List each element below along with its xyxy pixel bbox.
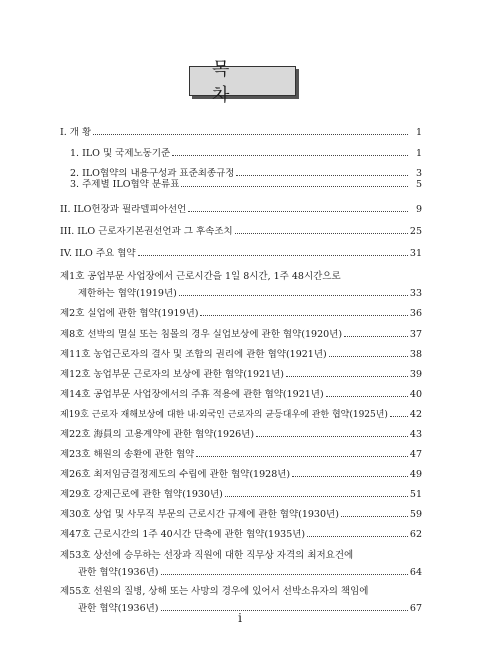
toc-entry[interactable] (60, 528, 422, 540)
leader-dots (225, 488, 408, 497)
toc-entry[interactable] (70, 178, 422, 190)
toc-entry[interactable] (60, 328, 422, 340)
toc-entry-page: 38 (409, 349, 422, 360)
toc-entry[interactable] (60, 225, 422, 237)
toc-entry[interactable] (60, 550, 422, 578)
toc-entry-label: 제22호 海員의 고용계약에 관한 협약(1926년) (60, 429, 255, 440)
toc-entry-page: 64 (409, 567, 422, 578)
toc-entry-page: 33 (409, 288, 422, 299)
leader-dots (256, 428, 408, 437)
toc-entry[interactable] (60, 468, 422, 480)
toc-entry-page: 37 (409, 329, 422, 340)
toc-entry-label-line1: 제1호 공업부문 사업장에서 근로시간을 1일 8시간, 1주 48시간으로 (60, 271, 341, 282)
leader-dots (188, 203, 408, 212)
toc-entry[interactable] (60, 388, 422, 400)
page-number: i (238, 611, 242, 625)
toc-entry-page: 67 (409, 603, 422, 614)
toc-entry-label: 제한하는 협약(1919년) (78, 288, 177, 299)
toc-entry-label: 제47호 근로시간의 1주 40시간 단축에 관한 협약(1935년) (60, 529, 306, 540)
leader-dots (329, 348, 408, 357)
toc-entry-label: I. 개 황 (60, 127, 92, 138)
toc-entry-label: 제14호 공업부문 사업장에서의 주휴 적용에 관한 협약(1921년) (60, 389, 324, 400)
toc-entry-label: 제30호 상업 및 사무직 부문의 근로시간 규제에 관한 협약(1930년) (60, 509, 339, 520)
toc-entry-label: 관한 협약(1936년) (78, 567, 159, 578)
toc-entry-label: 제23호 해원의 송환에 관한 협약 (60, 449, 195, 460)
toc-entry[interactable] (70, 147, 422, 159)
toc-entry[interactable] (60, 271, 422, 299)
toc-entry[interactable] (60, 586, 422, 614)
leader-dots (161, 566, 408, 575)
toc-entry[interactable] (60, 348, 422, 360)
toc-entry-label: III. ILO 근로자기본권선언과 그 후속조치 (60, 226, 233, 237)
toc-entry[interactable] (60, 448, 422, 460)
leader-dots (172, 147, 408, 156)
toc-entry-page: 62 (409, 529, 422, 540)
toc-entry-label: 제29호 강제근로에 관한 협약(1930년) (60, 489, 223, 500)
leader-dots (344, 328, 408, 337)
toc-entry-page: 1 (415, 148, 422, 159)
leader-dots (181, 178, 408, 187)
toc-entry-label: II. ILO헌장과 필라델피아선언 (60, 204, 187, 215)
toc-entry-label: 제26호 최저임금결정제도의 수립에 관한 협약(1928년) (60, 469, 291, 480)
leader-dots (179, 287, 408, 296)
toc-entry-page: 3 (415, 168, 422, 179)
toc-entry-page: 9 (415, 204, 422, 215)
toc-entry[interactable] (60, 368, 422, 380)
toc-entry[interactable] (60, 508, 422, 520)
toc-entry-page: 43 (409, 429, 422, 440)
toc-entry[interactable] (60, 203, 422, 215)
leader-dots (161, 602, 408, 611)
toc-entry-label: IV. ILO 주요 협약 (60, 248, 136, 259)
leader-dots (236, 167, 408, 176)
toc-entry-page: 25 (409, 226, 422, 237)
toc-entry-page: 1 (415, 127, 422, 138)
toc-entry-page: 40 (409, 389, 422, 400)
toc-entry-label: 제2호 실업에 관한 협약(1919년) (60, 308, 199, 319)
leader-dots (341, 508, 408, 517)
toc-entry-label: 관한 협약(1936년) (78, 603, 159, 614)
toc-entry-label-line1: 제55호 선원의 질병, 상해 또는 사망의 경우에 있어서 선박소유자의 책임에 (60, 586, 369, 597)
toc-entry-label: 제11호 농업근로자의 결사 및 조합의 권리에 관한 협약(1921년) (60, 349, 327, 360)
leader-dots (390, 408, 408, 417)
leader-dots (292, 468, 408, 477)
toc-entry-page: 59 (409, 509, 422, 520)
toc-entry[interactable] (60, 408, 422, 420)
toc-entry[interactable] (60, 488, 422, 500)
toc-entry-label: 제12호 농업부문 근로자의 보상에 관한 협약(1921년) (60, 369, 284, 380)
toc-entry-label: 1. ILO 및 국제노동기준 (70, 148, 171, 159)
toc-entry-page: 36 (409, 308, 422, 319)
leader-dots (235, 225, 408, 234)
leader-dots (286, 368, 408, 377)
toc-entry-page: 5 (415, 179, 422, 190)
toc-entry-label: 제19호 근로자 재해보상에 대한 내·외국인 근로자의 균등대우에 관한 협약(1925년) (60, 410, 388, 420)
toc-entry-page: 39 (409, 369, 422, 380)
leader-dots (196, 448, 408, 457)
toc-title-box (189, 59, 296, 106)
leader-dots (326, 388, 408, 397)
toc-entry-label-line1: 제53호 상선에 승무하는 선장과 직원에 대한 직무상 자격의 최저요건에 (60, 550, 354, 561)
toc-entry-page: 42 (409, 409, 422, 420)
toc-entry-label: 3. 주제별 ILO협약 분류표 (70, 179, 180, 190)
toc-entry-label: 제8호 선박의 멸실 또는 침몰의 경우 실업보상에 관한 협약(1920년) (60, 329, 343, 340)
toc-entry-page: 47 (409, 449, 422, 460)
toc-entry-page: 49 (409, 469, 422, 480)
toc-entry[interactable] (60, 307, 422, 319)
leader-dots (200, 307, 407, 316)
toc-entry[interactable] (60, 126, 422, 138)
toc-entry[interactable] (60, 247, 422, 259)
leader-dots (307, 528, 408, 537)
toc-entry-page: 51 (409, 489, 422, 500)
toc-entry-page: 31 (409, 248, 422, 259)
leader-dots (138, 247, 408, 256)
toc-entry[interactable] (60, 428, 422, 440)
toc-title: 목 차 (212, 59, 252, 106)
leader-dots (93, 126, 408, 135)
toc-entry-label: 2. ILO협약의 내용구성과 표준최종규정 (70, 168, 235, 179)
